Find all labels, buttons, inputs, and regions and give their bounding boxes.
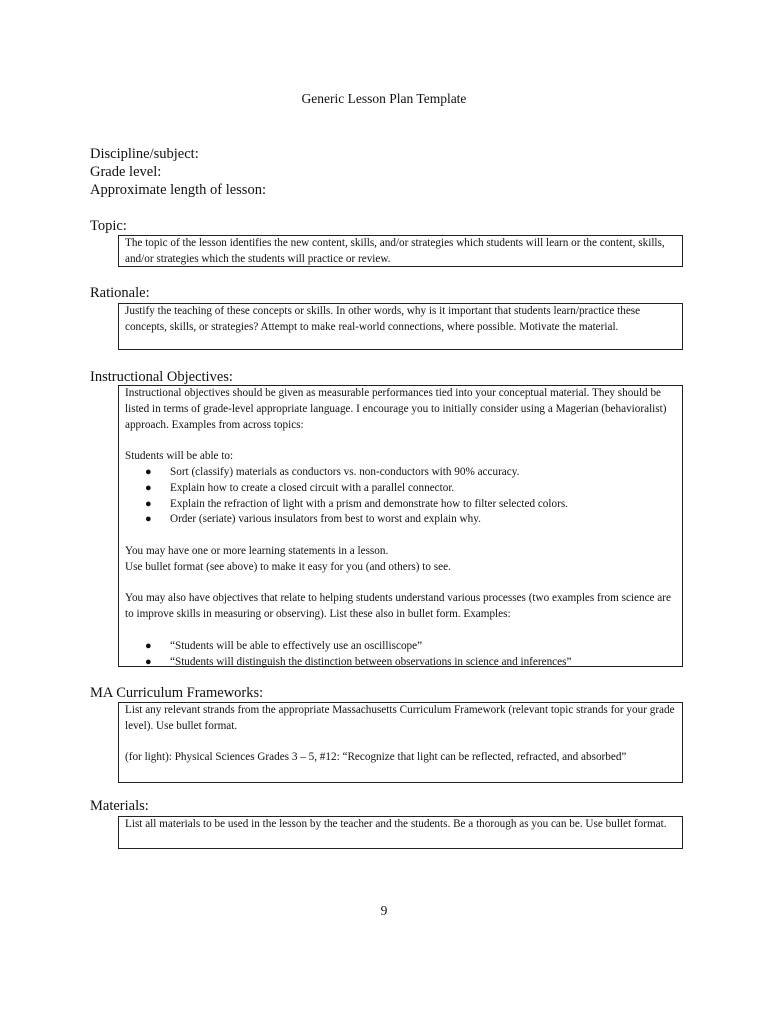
- bullet-icon: ●: [145, 655, 152, 668]
- discipline-label: Discipline/subject:: [90, 146, 199, 162]
- list-item: ● Explain the refraction of light with a prism and demonstrate how to filter selected colors.: [125, 497, 677, 513]
- objectives-example-list: [125, 639, 677, 671]
- topic-box: [118, 235, 683, 267]
- rationale-heading: Rationale:: [90, 285, 150, 301]
- bullet-icon: ●: [145, 513, 152, 526]
- bullet-icon: ●: [145, 481, 152, 494]
- list-item: ● Sort (classify) materials as conductors vs. non-conductors with 90% accuracy.: [125, 465, 677, 481]
- bullet-icon: ●: [145, 465, 152, 478]
- materials-heading: Materials:: [90, 798, 149, 814]
- frameworks-text: List any relevant strands from the appropriate Massachusetts Curriculum Framework (relevant topic strands for your grade level). Use bullet format.: [125, 704, 675, 732]
- materials-text: List all materials to be used in the lesson by the teacher and the students. Be a thorough as you can be. Use bullet format.: [125, 818, 667, 830]
- lesson-meta: [90, 145, 266, 199]
- objectives-heading: Instructional Objectives:: [90, 369, 233, 385]
- objectives-box: [118, 385, 683, 667]
- lesson-length-label: Approximate length of lesson:: [90, 182, 266, 198]
- rationale-text: Justify the teaching of these concepts or skills. In other words, why is it important that students learn/practice these concepts, skills, or strategies? Attempt to make real-world connections, where possible. Motivate the material.: [125, 305, 641, 333]
- grade-level-label: Grade level:: [90, 164, 162, 180]
- objectives-lead: Students will be able to:: [125, 450, 234, 463]
- list-item: ● “Students will be able to effectively use an oscilliscope”: [125, 639, 677, 655]
- materials-box: [118, 816, 683, 849]
- bullet-icon: ●: [145, 639, 152, 652]
- objectives-process-text: You may also have objectives that relate to helping students understand various processes (two examples from science are to improve skills in measuring or observing). List these also in bullet form. Examples:: [125, 592, 671, 621]
- objectives-bullet-list: [125, 465, 677, 528]
- topic-heading: Topic:: [90, 218, 127, 234]
- topic-text: The topic of the lesson identifies the new content, skills, and/or strategies which students will learn or the content, skills, and/or strategies which the students will practice or review.: [125, 237, 665, 265]
- rationale-box: [118, 303, 683, 350]
- list-item: ● Order (seriate) various insulators from best to worst and explain why.: [125, 512, 677, 528]
- frameworks-box: [118, 702, 683, 783]
- page-number: 9: [380, 903, 388, 918]
- objectives-note-two: Use bullet format (see above) to make it easy for you (and others) to see.: [125, 560, 451, 573]
- frameworks-heading: MA Curriculum Frameworks:: [90, 685, 264, 701]
- objectives-intro: Instructional objectives should be given as measurable performances tied into your conceptual material. They should be listed in terms of grade-level appropriate language. I encourage you to initially consider using a Magerian (behavioralist) approach. Examples from across topics:: [125, 387, 667, 431]
- list-item: ● “Students will distinguish the distinction between observations in science and inferences”: [125, 655, 677, 671]
- frameworks-example: (for light): Physical Sciences Grades 3 – 5, #12: “Recognize that light can be reflected, refracted, and absorbed”: [125, 751, 627, 764]
- list-item: ● Explain how to create a closed circuit with a parallel connector.: [125, 481, 677, 497]
- bullet-icon: ●: [145, 497, 152, 510]
- objectives-note-one: You may have one or more learning statements in a lesson.: [125, 544, 389, 557]
- page-title: Generic Lesson Plan Template: [301, 91, 467, 106]
